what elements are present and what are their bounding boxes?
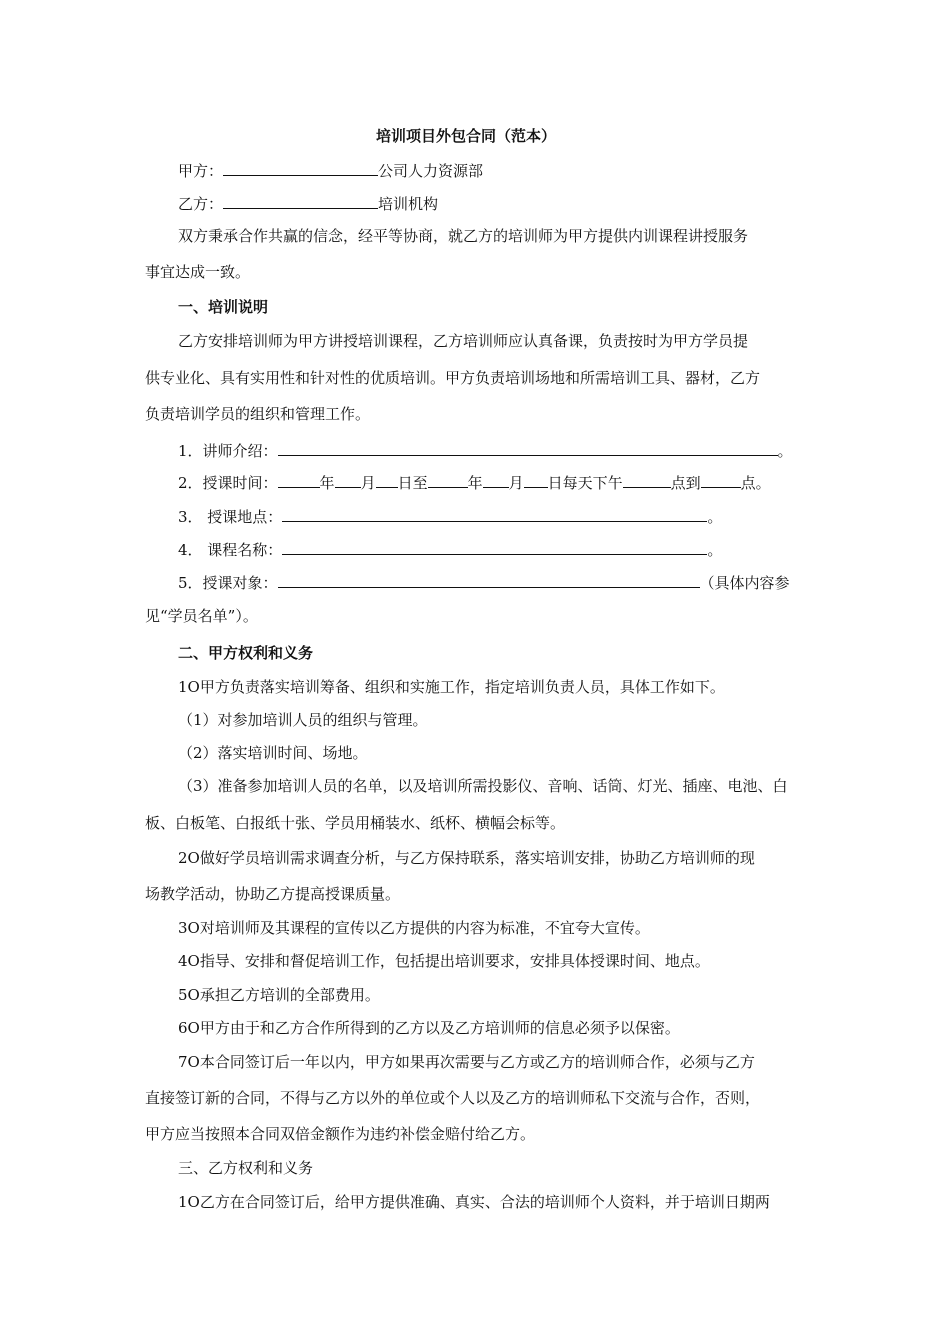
item-1-end: 。	[777, 442, 793, 460]
month-blank-1[interactable]	[335, 472, 361, 488]
month-blank-2[interactable]	[483, 472, 509, 488]
item-4-blank[interactable]	[282, 539, 707, 555]
party-a-label: 甲方：	[178, 162, 224, 180]
day-blank-2[interactable]	[524, 472, 548, 488]
day-blank-1[interactable]	[376, 472, 398, 488]
item-2-year: 年	[319, 474, 335, 492]
section-3-title: 三、乙方权利和义务	[178, 1159, 314, 1177]
intro-line-1: 双方秉承合作共赢的信念，经平等协商，就乙方的培训师为甲方提供内训课程讲授服务	[178, 227, 749, 245]
item-2-oclock-to: 点到	[670, 474, 701, 492]
document-title: 培训项目外包合同（范本）	[376, 127, 557, 145]
item-4-line	[178, 539, 722, 560]
party-a-value: 公司人力资源部	[378, 162, 484, 180]
section-2-title: 二、甲方权利和义务	[178, 644, 314, 662]
section-2-item-7b: 直接签订新的合同，不得与乙方以外的单位或个人以及乙方的培训师私下交流与合作，否则，	[145, 1089, 761, 1107]
party-b-label: 乙方：	[178, 195, 224, 213]
intro-line-2: 事宜达成一致。	[145, 263, 251, 281]
section-2-item-4: 4О指导、安排和督促培训工作，包括提出培训要求，安排具体授课时间、地点。	[178, 952, 710, 970]
item-5-blank[interactable]	[278, 572, 700, 588]
item-2-line	[178, 472, 771, 493]
item-4-end: 。	[707, 541, 723, 559]
item-2-month: 月	[360, 474, 376, 492]
section-2-item-6: 6О甲方由于和乙方合作所得到的乙方以及乙方培训师的信息必须予以保密。	[178, 1019, 680, 1037]
party-a-blank[interactable]	[223, 160, 378, 176]
item-3-blank[interactable]	[282, 506, 707, 522]
section-1-para-1: 乙方安排培训师为甲方讲授培训课程，乙方培训师应认真备课，负责按时为甲方学员提	[178, 332, 749, 350]
item-3-end: 。	[707, 508, 723, 526]
item-2-month-2: 月	[508, 474, 524, 492]
item-1-blank[interactable]	[278, 440, 778, 456]
section-2-item-2b: 场教学活动，协助乙方提高授课质量。	[145, 885, 401, 903]
item-1-label: 1．讲师介绍：	[178, 442, 278, 460]
section-1-para-3: 负责培训学员的组织和管理工作。	[145, 405, 371, 423]
section-2-item-1-2: （2）落实培训时间、场地。	[178, 744, 368, 762]
section-2-item-7a: 7О本合同签订后一年以内，甲方如果再次需要与乙方或乙方的培训师合作，必须与乙方	[178, 1053, 755, 1071]
item-3-line	[178, 506, 722, 527]
item-5-continued: 见“学员名单”）。	[145, 607, 258, 625]
section-1-title: 一、培训说明	[178, 298, 269, 316]
year-blank-1[interactable]	[278, 472, 320, 488]
hour-blank-1[interactable]	[623, 472, 671, 488]
year-blank-2[interactable]	[428, 472, 468, 488]
hour-blank-2[interactable]	[701, 472, 741, 488]
section-2-item-5: 5О承担乙方培训的全部费用。	[178, 986, 380, 1004]
item-2-day-daily: 日每天下午	[547, 474, 623, 492]
item-2-label: 2．授课时间：	[178, 474, 278, 492]
item-1-line	[178, 440, 793, 461]
section-3-item-1: 1О乙方在合同签订后，给甲方提供准确、真实、合法的培训师个人资料，并于培训日期两	[178, 1193, 770, 1211]
section-2-item-3: 3О对培训师及其课程的宣传以乙方提供的内容为标准，不宜夸大宣传。	[178, 919, 650, 937]
section-2-item-1-3b: 板、白板笔、白报纸十张、学员用桶装水、纸杯、横幅会标等。	[145, 814, 566, 832]
item-2-day-to: 日至	[397, 474, 428, 492]
party-b-blank[interactable]	[223, 193, 378, 209]
section-2-item-1: 1О甲方负责落实培训筹备、组织和实施工作，指定培训负责人员，具体工作如下。	[178, 678, 725, 696]
section-2-item-1-3a: （3）准备参加培训人员的名单，以及培训所需投影仪、音响、话筒、灯光、插座、电池、白	[178, 777, 788, 795]
party-b-line	[178, 193, 438, 214]
section-1-para-2: 供专业化、具有实用性和针对性的优质培训。甲方负责培训场地和所需培训工具、器材，乙方	[145, 369, 761, 387]
section-2-item-2a: 2О做好学员培训需求调查分析，与乙方保持联系，落实培训安排，协助乙方培训师的现	[178, 849, 755, 867]
party-b-value: 培训机构	[378, 195, 439, 213]
section-2-item-7c: 甲方应当按照本合同双倍金额作为违约补偿金赔付给乙方。	[145, 1125, 536, 1143]
section-2-item-1-1: （1）对参加培训人员的组织与管理。	[178, 711, 428, 729]
item-2-oclock-end: 点。	[740, 474, 771, 492]
item-5-label: 5．授课对象：	[178, 574, 278, 592]
item-5-line	[178, 572, 790, 593]
item-5-end: （具体内容参	[699, 574, 790, 592]
item-2-year-2: 年	[467, 474, 483, 492]
item-4-label: 4． 课程名称：	[178, 541, 283, 559]
item-3-label: 3． 授课地点：	[178, 508, 283, 526]
party-a-line	[178, 160, 483, 181]
